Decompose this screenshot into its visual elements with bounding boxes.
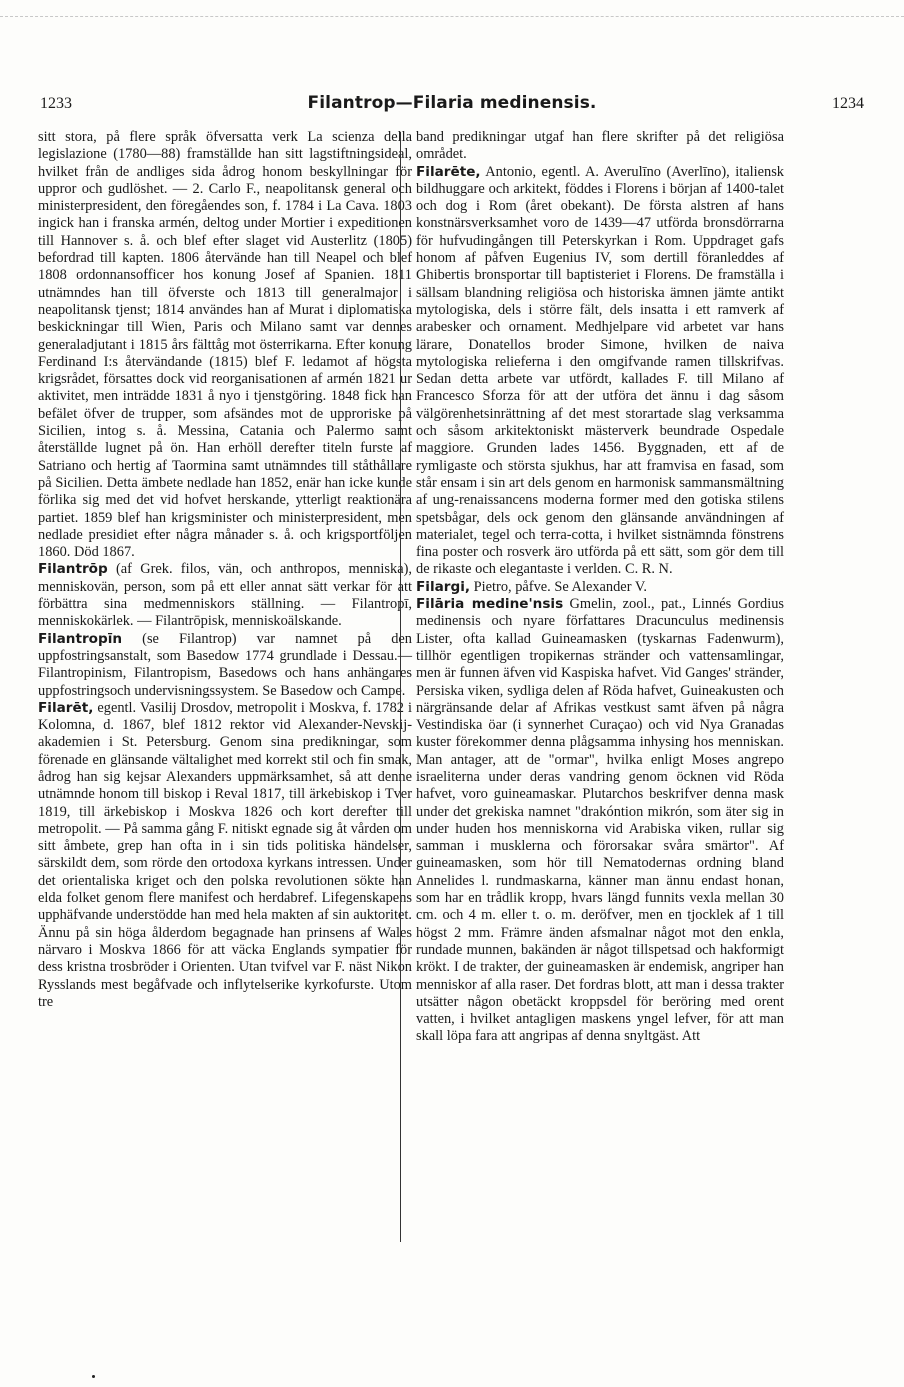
entry-text: (se Filantrop) var namnet på den uppfostringsanstalt, som Basedow 1774 grundlade i Dessau.— Filantropinism, Filantropism, Basedows och hans anhängares uppfostringsoch undervisningssystem. Se Basedow och Campe. xyxy=(38,630,412,699)
entry-text: Gmelin, zool., pat., Linnés Gordius medinensis och nyare författares Dracunculus medinensis Lister, ofta kallad Guineamasken (tyskarnas Fadenwurm), tillhör egentligen tropikernas stränder och vattensamlingar, men är funnen äfven vid Kaspiska hafvet. Vid Ganges' stränder, Persiska viken, sydliga delen af Röda hafvet, Guineakusten och närgränsande delar af Afrikas vestkust samt äfven på några Vestindiska öar (i synnerhet Curaçao) och vid Nya Granadas kuster förekommer denna plågsamma inhysing hos menniskan. Man antager, att de "ormar", hvilka enligt Moses angrepo israeliterna under deras vandring genom öcknen vid Röda hafvet, voro guineamaskar. Plutarchos beskrifver denna mask under det grekiska namnet "drakóntion mikrón, som äter sig in under huden hos menniskorna vid Arabiska viken, rullar sig samman i musklerna och förorsakar svåra smärtor". Af guineamasken, som hör till Nematodernas ordning bland Annelides l. rundmaskarna, känner man ännu endast honan, som har en trådlik kropp, hvars längd funnits vexla mellan 30 cm. och 4 m. eller t. o. m. deröfver, men en tjocklek af 1 till högst 2 mm. Främre änden afsmalnar något mot den enkla, rundade munnen, bakänden är något tillspetsad och hakformigt krökt. I de trakter, der guineamasken är endemisk, angriper han menniskor af alla raser. Det fordras blott, att man i dessa trakter utsätter någon obetäckt kroppsdel för beröring med orent vatten, i hvilket antagligen maskens yngel lefver, för att man skall löpa fara att angripas af denna snyltgäst. Att xyxy=(416,596,784,1045)
right-column xyxy=(416,129,784,1046)
paragraph xyxy=(38,700,412,1011)
entry-text: Pietro, påfve. Se Alexander V. xyxy=(470,578,647,595)
paragraph xyxy=(416,596,784,1046)
paragraph xyxy=(38,631,412,700)
entry-headword: Filāria medine'nsis xyxy=(416,596,564,613)
entry-headword: Filantropīn xyxy=(38,630,123,647)
entry-text: band predikningar utgaf han flere skrifter på det religiösa området. xyxy=(416,129,784,163)
left-column xyxy=(38,129,412,1011)
paragraph xyxy=(416,129,784,164)
page-number-left: 1233 xyxy=(40,95,72,112)
print-speck xyxy=(92,1375,95,1378)
entry-headword: Filargi, xyxy=(416,578,471,595)
entry-headword: Filantrōp xyxy=(38,561,108,578)
top-border xyxy=(0,16,904,17)
entry-text: egentl. Vasilij Drosdov, metropolit i Moskva, f. 1782 i Kolomna, d. 1867, blef 1812 rektor vid Alexander-Nevskij-akademien i St. Petersburg. Genom sina predikningar, som förenade en glänsande vältalighet med korrekt stil och fin smak, ådrog han sig kejsar Alexanders uppmärksamhet, så att denne utnämnde honom till biskop i Reval 1817, till ärkebiskop i Tver 1819, till ärkebiskop i Moskva 1826 och kort derefter till metropolit. — På samma gång F. nitiskt egnade sig åt vården om sitt åmbete, grep han ofta in i sin tids politiska händelser, särskildt dem, som rörde den ortodoxa kyrkans intressen. Under det orientaliska kriget och den polska revolutionen sökte han elda folket genom flere manifest och herdabref. Lifegenskapens upphäfvande understödde han med hela makten af sin auktoritet. Ännu på sin höga ålderdom begagnade han prinsens af Wales närvaro i Moskva 1866 för att väcka Englands sympatier för dess kristna trosbröder i Orienten. Utan tvifvel var F. näst Nikon Rysslands mest begåfvade och inflytelserike kyrkofurste. Utom tre xyxy=(38,699,412,1010)
page-number-right: 1234 xyxy=(832,95,864,112)
paragraph xyxy=(416,164,784,579)
entry-text: Antonio, egentl. A. Averulīno (Averlīno), italiensk bildhuggare och arkitekt, föddes i Florens i början af 1400-talet och dog i Rom (året obekant). De första alstren af hans konstnärsverksamhet voro de 1439—47 utförda bronsdörrarna för hufvudingången till Peterskyrkan i Rom. Uppdraget gafs honom af påfven Eugenius IV, som dertill föranleddes af Ghibertis bronsportar till baptisteriet i Florens. De framställa i sällsam blandning religiösa och historiska ämnen jämte antikt mytologiska, dels i större fält, dels insatta i ett ramverk af arabesker och ornament. Medhjelpare vid arbetet var hans lärare, Donatellos broder Simone, hvilken de naiva mytologiska relieferna i den omgifvande ramen tillskrifvas. Sedan detta arbete var utfördt, kallades F. till Milano af Francesco Sforza för att der utföra det ännu i dag såsom välgörenhetsinrättning af det mest storartade slag verksamma och såsom arkitektoniskt mästerverk beundrade Ospedale maggiore. Grunden lades 1456. Byggnaden, ett af de rymligaste och största sjukhus, har att framvisa en fasad, som står ensam i sin art dels genom en harmonisk sammansmältning af ung-renaissancens moderna former med den gotiska stilens spetsbågar, dels ock genom den glänsande användningen af materialet, tegel och terra-cotta, i hvilket sistnämnda fönstrens fina poster och rosverk äro utförda på ett sätt, som gör dem till de rikaste och elegantaste i verlden. C. R. N. xyxy=(416,163,784,578)
column-divider xyxy=(400,132,401,1242)
entry-headword: Filarēt, xyxy=(38,699,94,716)
entry-headword: Filarēte, xyxy=(416,163,481,180)
paragraph xyxy=(416,579,784,596)
entry-text: sitt stora, på flere språk öfversatta verk La scienza della legislazione (1780—88) framställde han sitt lagstiftningsideal, hvilket från de andliges sida ådrog honom beskyllningar för uppror och gudlöshet. — 2. Carlo F., neapolitansk general och ministerpresident, den föregåendes son, f. 1784 i La Cava. 1803 ingick han i franska armén, deltog under Mortier i expeditionen till Hannover s. å. och blef efter slaget vid Austerlitz (1805) befordrad till kapten. 1806 återvände han till Neapel och blef 1808 ordonnansofficer hos konung Josef af Spanien. 1811 utnämndes han till öfverste och 1813 till generalmajor i neapolitansk tjenst; 1814 användes han af Murat i diplomatiska beskickningar till Wien, Paris och Milano samt var dennes generaladjutant i 1815 års fälttåg mot österrikarna. Efter konung Ferdinand I:s återvändande (1815) blef F. ledamot af högsta krigsrådet, försattes dock vid reorganisationen af armén 1821 ur aktivitet, men inträdde 1831 å nyo i tjenstgöring. 1848 fick han befälet öfver de trupper, som afsändes mot de upproriske på Sicilien, intog s. å. Messina, Catania och Palermo samt återställde lugnet på ön. Han erhöll derefter titeln furste af Satriano och hertig af Taormina samt utnämndes till ståthållare på Sicilien. Detta ämbete nedlade han 1852, enär han icke kunde förlika sig med det vid hofvet herskande, ytterligt reaktionära partiet. 1859 blef han krigsminister och ministerpresident, men nedlade presidiet efter några månader s. å. och krigsportföljen 1860. Död 1867. xyxy=(38,129,412,561)
paragraph xyxy=(38,561,412,630)
running-head: Filantrop—Filaria medinensis. xyxy=(307,93,597,113)
paragraph xyxy=(38,129,412,561)
entry-text: (af Grek. filos, vän, och anthropos, menniska), menniskovän, person, som på ett eller annat sätt verkar för att förbättra sina medmenniskors ställning. — Filantropī, menniskokärlek. — Filantrōpisk, menniskoälskande. xyxy=(38,561,412,630)
